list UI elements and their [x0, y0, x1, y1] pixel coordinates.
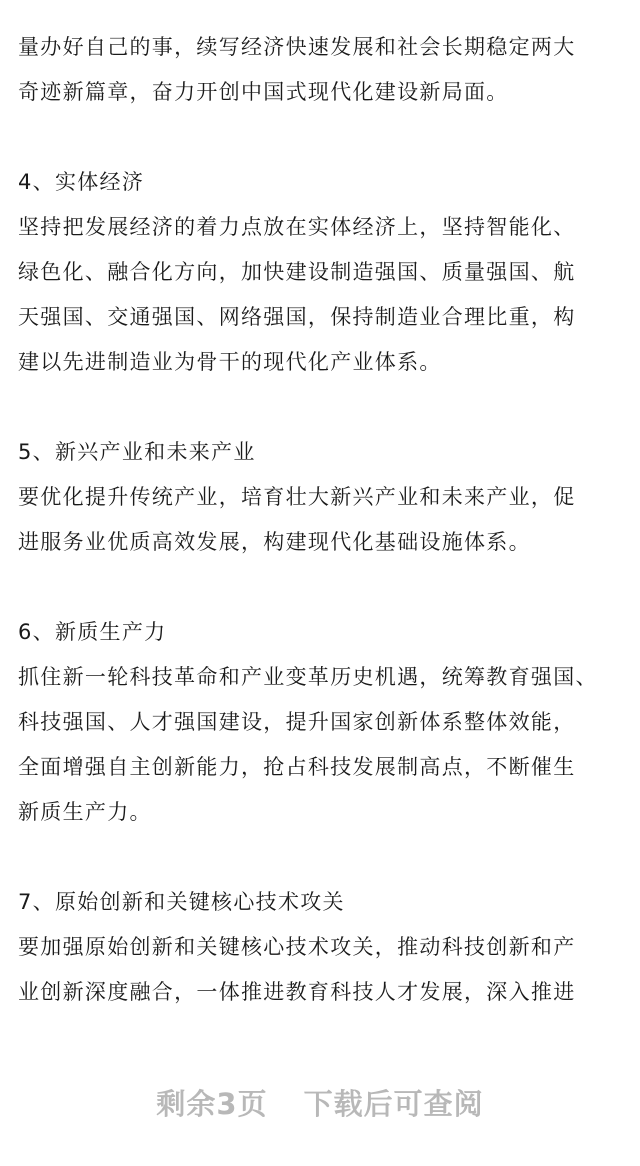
paragraph-line: 量办好自己的事，续写经济快速发展和社会长期稳定两大 — [18, 35, 576, 59]
paragraph-line: 坚持把发展经济的着力点放在实体经济上，坚持智能化、 — [18, 215, 576, 239]
paragraph-line: 建以先进制造业为骨干的现代化产业体系。 — [18, 350, 442, 374]
section-4 — [18, 160, 624, 385]
paragraph-line: 全面增强自主创新能力，抢占科技发展制高点，不断催生 — [18, 755, 576, 779]
paragraph-line: 奇迹新篇章，奋力开创中国式现代化建设新局面。 — [18, 80, 509, 104]
document-body — [18, 25, 624, 1015]
paragraph-line: 抓住新一轮科技革命和产业变革历史机遇，统筹教育强国、 — [18, 665, 598, 689]
section-heading: 5、新兴产业和未来产业 — [18, 440, 256, 464]
paragraph-line: 业创新深度融合，一体推进教育科技人才发展，深入推进 — [18, 980, 576, 1004]
remaining-pages-label: 剩余3页 — [156, 1087, 268, 1121]
paragraph-line: 科技强国、人才强国建设，提升国家创新体系整体效能， — [18, 710, 576, 734]
section-7 — [18, 880, 624, 1015]
paragraph-line: 新质生产力。 — [18, 800, 152, 824]
paragraph-line: 绿色化、融合化方向，加快建设制造强国、质量强国、航 — [18, 260, 576, 284]
section-heading: 7、原始创新和关键核心技术攻关 — [18, 890, 345, 914]
paragraph-line: 天强国、交通强国、网络强国，保持制造业合理比重，构 — [18, 305, 576, 329]
paragraph-line: 要加强原始创新和关键核心技术攻关，推动科技创新和产 — [18, 935, 576, 959]
section-6 — [18, 610, 624, 835]
intro-paragraph — [18, 25, 624, 115]
paragraph-line: 要优化提升传统产业，培育壮大新兴产业和未来产业，促 — [18, 485, 576, 509]
section-heading: 6、新质生产力 — [18, 620, 167, 644]
section-heading: 4、实体经济 — [18, 170, 145, 194]
download-to-view-label[interactable]: 下载后可查阅 — [303, 1087, 484, 1121]
paragraph-line: 进服务业优质高效发展，构建现代化基础设施体系。 — [18, 530, 531, 554]
section-5 — [18, 430, 624, 565]
download-prompt[interactable] — [0, 1082, 640, 1123]
